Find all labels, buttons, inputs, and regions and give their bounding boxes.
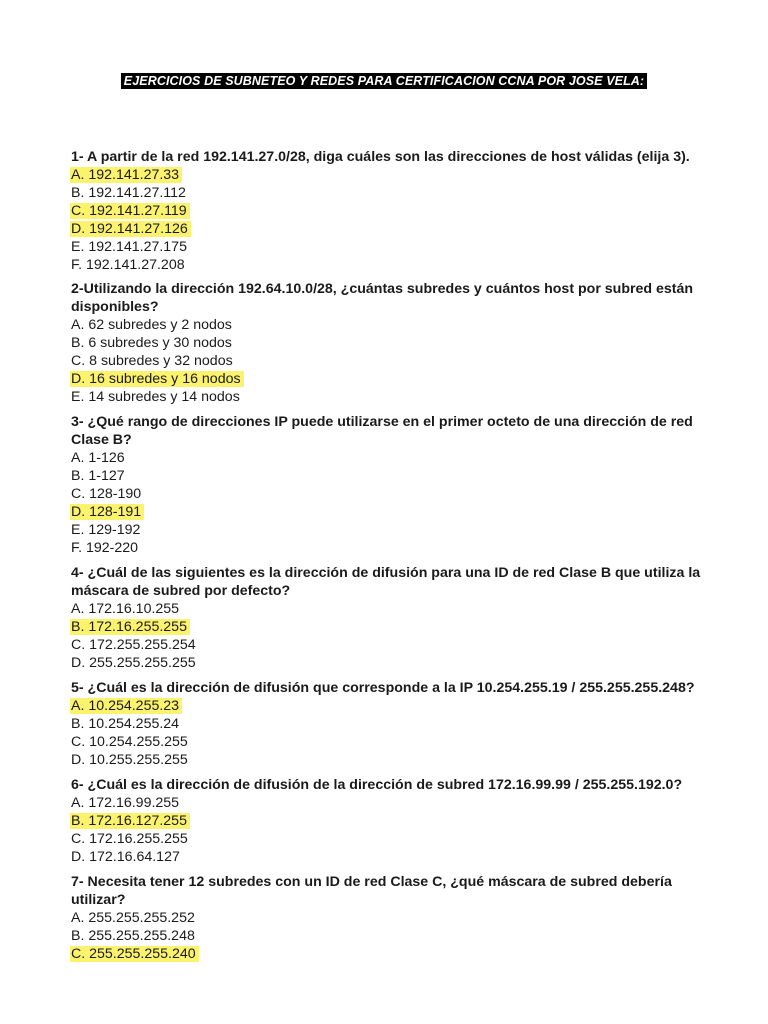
answer-option-label: B. 192.141.27.112: [71, 185, 186, 201]
answer-option: [71, 830, 711, 848]
answer-option-highlighted: [71, 202, 711, 220]
answer-option-highlighted: [71, 812, 711, 830]
answer-option: [71, 521, 711, 539]
answer-option-label: A. 172.16.99.255: [71, 795, 180, 811]
question-list: [71, 148, 711, 970]
document-title: [0, 72, 768, 90]
answer-option-highlighted: [71, 220, 711, 238]
answer-option-highlighted: [71, 370, 711, 388]
answer-option: [71, 467, 711, 485]
answer-option: [71, 715, 711, 733]
answer-option: [71, 909, 711, 927]
question-text: 3- ¿Qué rango de direcciones IP puede utilizarse en el primer octeto de una dirección de red Clase B?: [71, 414, 693, 448]
question-text: 2-Utilizando la dirección 192.64.10.0/28, ¿cuántas subredes y cuántos host por subred están disponibles?: [71, 281, 694, 315]
answer-option: [71, 256, 711, 274]
answer-option: [71, 316, 711, 334]
answer-option-label: D. 255.255.255.255: [71, 655, 196, 671]
answer-option-highlighted: [71, 697, 711, 715]
answer-option: [71, 848, 711, 866]
answer-option-label: A. 62 subredes y 2 nodos: [71, 317, 232, 333]
question-text: 5- ¿Cuál es la dirección de difusión que corresponde a la IP 10.254.255.19 / 255.255.255.248?: [71, 680, 695, 696]
answer-option-label: A. 172.16.10.255: [71, 601, 180, 617]
answer-option-label: E. 129-192: [71, 522, 141, 538]
answer-option-label: D. 16 subredes y 16 nodos: [70, 371, 244, 387]
question-block: [71, 280, 711, 406]
question-text: 4- ¿Cuál de las siguientes es la dirección de difusión para una ID de red Clase B que utiliza la máscara de subred por defecto?: [71, 565, 701, 599]
answer-option-label: C. 172.255.255.254: [71, 637, 196, 653]
question-block: [71, 776, 711, 866]
question-block: [71, 679, 711, 769]
document-title-text: EJERCICIOS DE SUBNETEO Y REDES PARA CERTIFICACION CCNA POR JOSE VELA:: [121, 73, 647, 89]
answer-option-label: F. 192-220: [71, 540, 139, 556]
answer-option: [71, 751, 711, 769]
answer-option: [71, 654, 711, 672]
answer-option-label: A. 10.254.255.23: [70, 698, 182, 714]
answer-option: [71, 184, 711, 202]
answer-option-highlighted: [71, 166, 711, 184]
question-text: 1- A partir de la red 192.141.27.0/28, diga cuáles son las direcciones de host válidas (elija 3).: [71, 149, 690, 165]
answer-option-label: B. 1-127: [71, 468, 125, 484]
answer-option: [71, 636, 711, 654]
answer-option-highlighted: [71, 945, 711, 963]
answer-option-label: A. 255.255.255.252: [71, 910, 195, 926]
answer-option-label: B. 6 subredes y 30 nodos: [71, 335, 232, 351]
answer-option: [71, 600, 711, 618]
answer-option-label: C. 172.16.255.255: [71, 831, 188, 847]
answer-option-label: A. 1-126: [71, 450, 125, 466]
question-block: [71, 564, 711, 672]
question-text: 6- ¿Cuál es la dirección de difusión de la dirección de subred 172.16.99.99 / 255.255.192.0?: [71, 777, 683, 793]
answer-option: [71, 238, 711, 256]
answer-option-label: D. 192.141.27.126: [70, 221, 191, 237]
answer-option-label: D. 172.16.64.127: [71, 849, 180, 865]
answer-option-highlighted: [71, 503, 711, 521]
answer-option-label: C. 128-190: [71, 486, 142, 502]
answer-option: [71, 733, 711, 751]
answer-option-highlighted: [71, 618, 711, 636]
answer-option-label: D. 128-191: [70, 504, 144, 520]
answer-option-label: B. 255.255.255.248: [71, 928, 195, 944]
answer-option: [71, 794, 711, 812]
answer-option-label: B. 172.16.127.255: [70, 813, 190, 829]
answer-option-label: B. 172.16.255.255: [70, 619, 190, 635]
answer-option-label: C. 8 subredes y 32 nodos: [71, 353, 233, 369]
answer-option-label: C. 192.141.27.119: [70, 203, 190, 219]
question-block: [71, 148, 711, 274]
question-block: [71, 413, 711, 557]
answer-option-label: E. 192.141.27.175: [71, 239, 187, 255]
answer-option: [71, 334, 711, 352]
answer-option-label: E. 14 subredes y 14 nodos: [71, 389, 240, 405]
answer-option: [71, 927, 711, 945]
answer-option-label: F. 192.141.27.208: [71, 257, 185, 273]
answer-option: [71, 449, 711, 467]
answer-option: [71, 388, 711, 406]
question-text: 7- Necesita tener 12 subredes con un ID de red Clase C, ¿qué máscara de subred debería utilizar?: [71, 874, 672, 908]
answer-option-label: D. 10.255.255.255: [71, 752, 188, 768]
answer-option: [71, 485, 711, 503]
answer-option-label: A. 192.141.27.33: [70, 167, 182, 183]
answer-option-label: C. 255.255.255.240: [70, 946, 199, 962]
answer-option-label: B. 10.254.255.24: [71, 716, 180, 732]
question-block: [71, 873, 711, 963]
answer-option-label: C. 10.254.255.255: [71, 734, 188, 750]
answer-option: [71, 539, 711, 557]
answer-option: [71, 352, 711, 370]
